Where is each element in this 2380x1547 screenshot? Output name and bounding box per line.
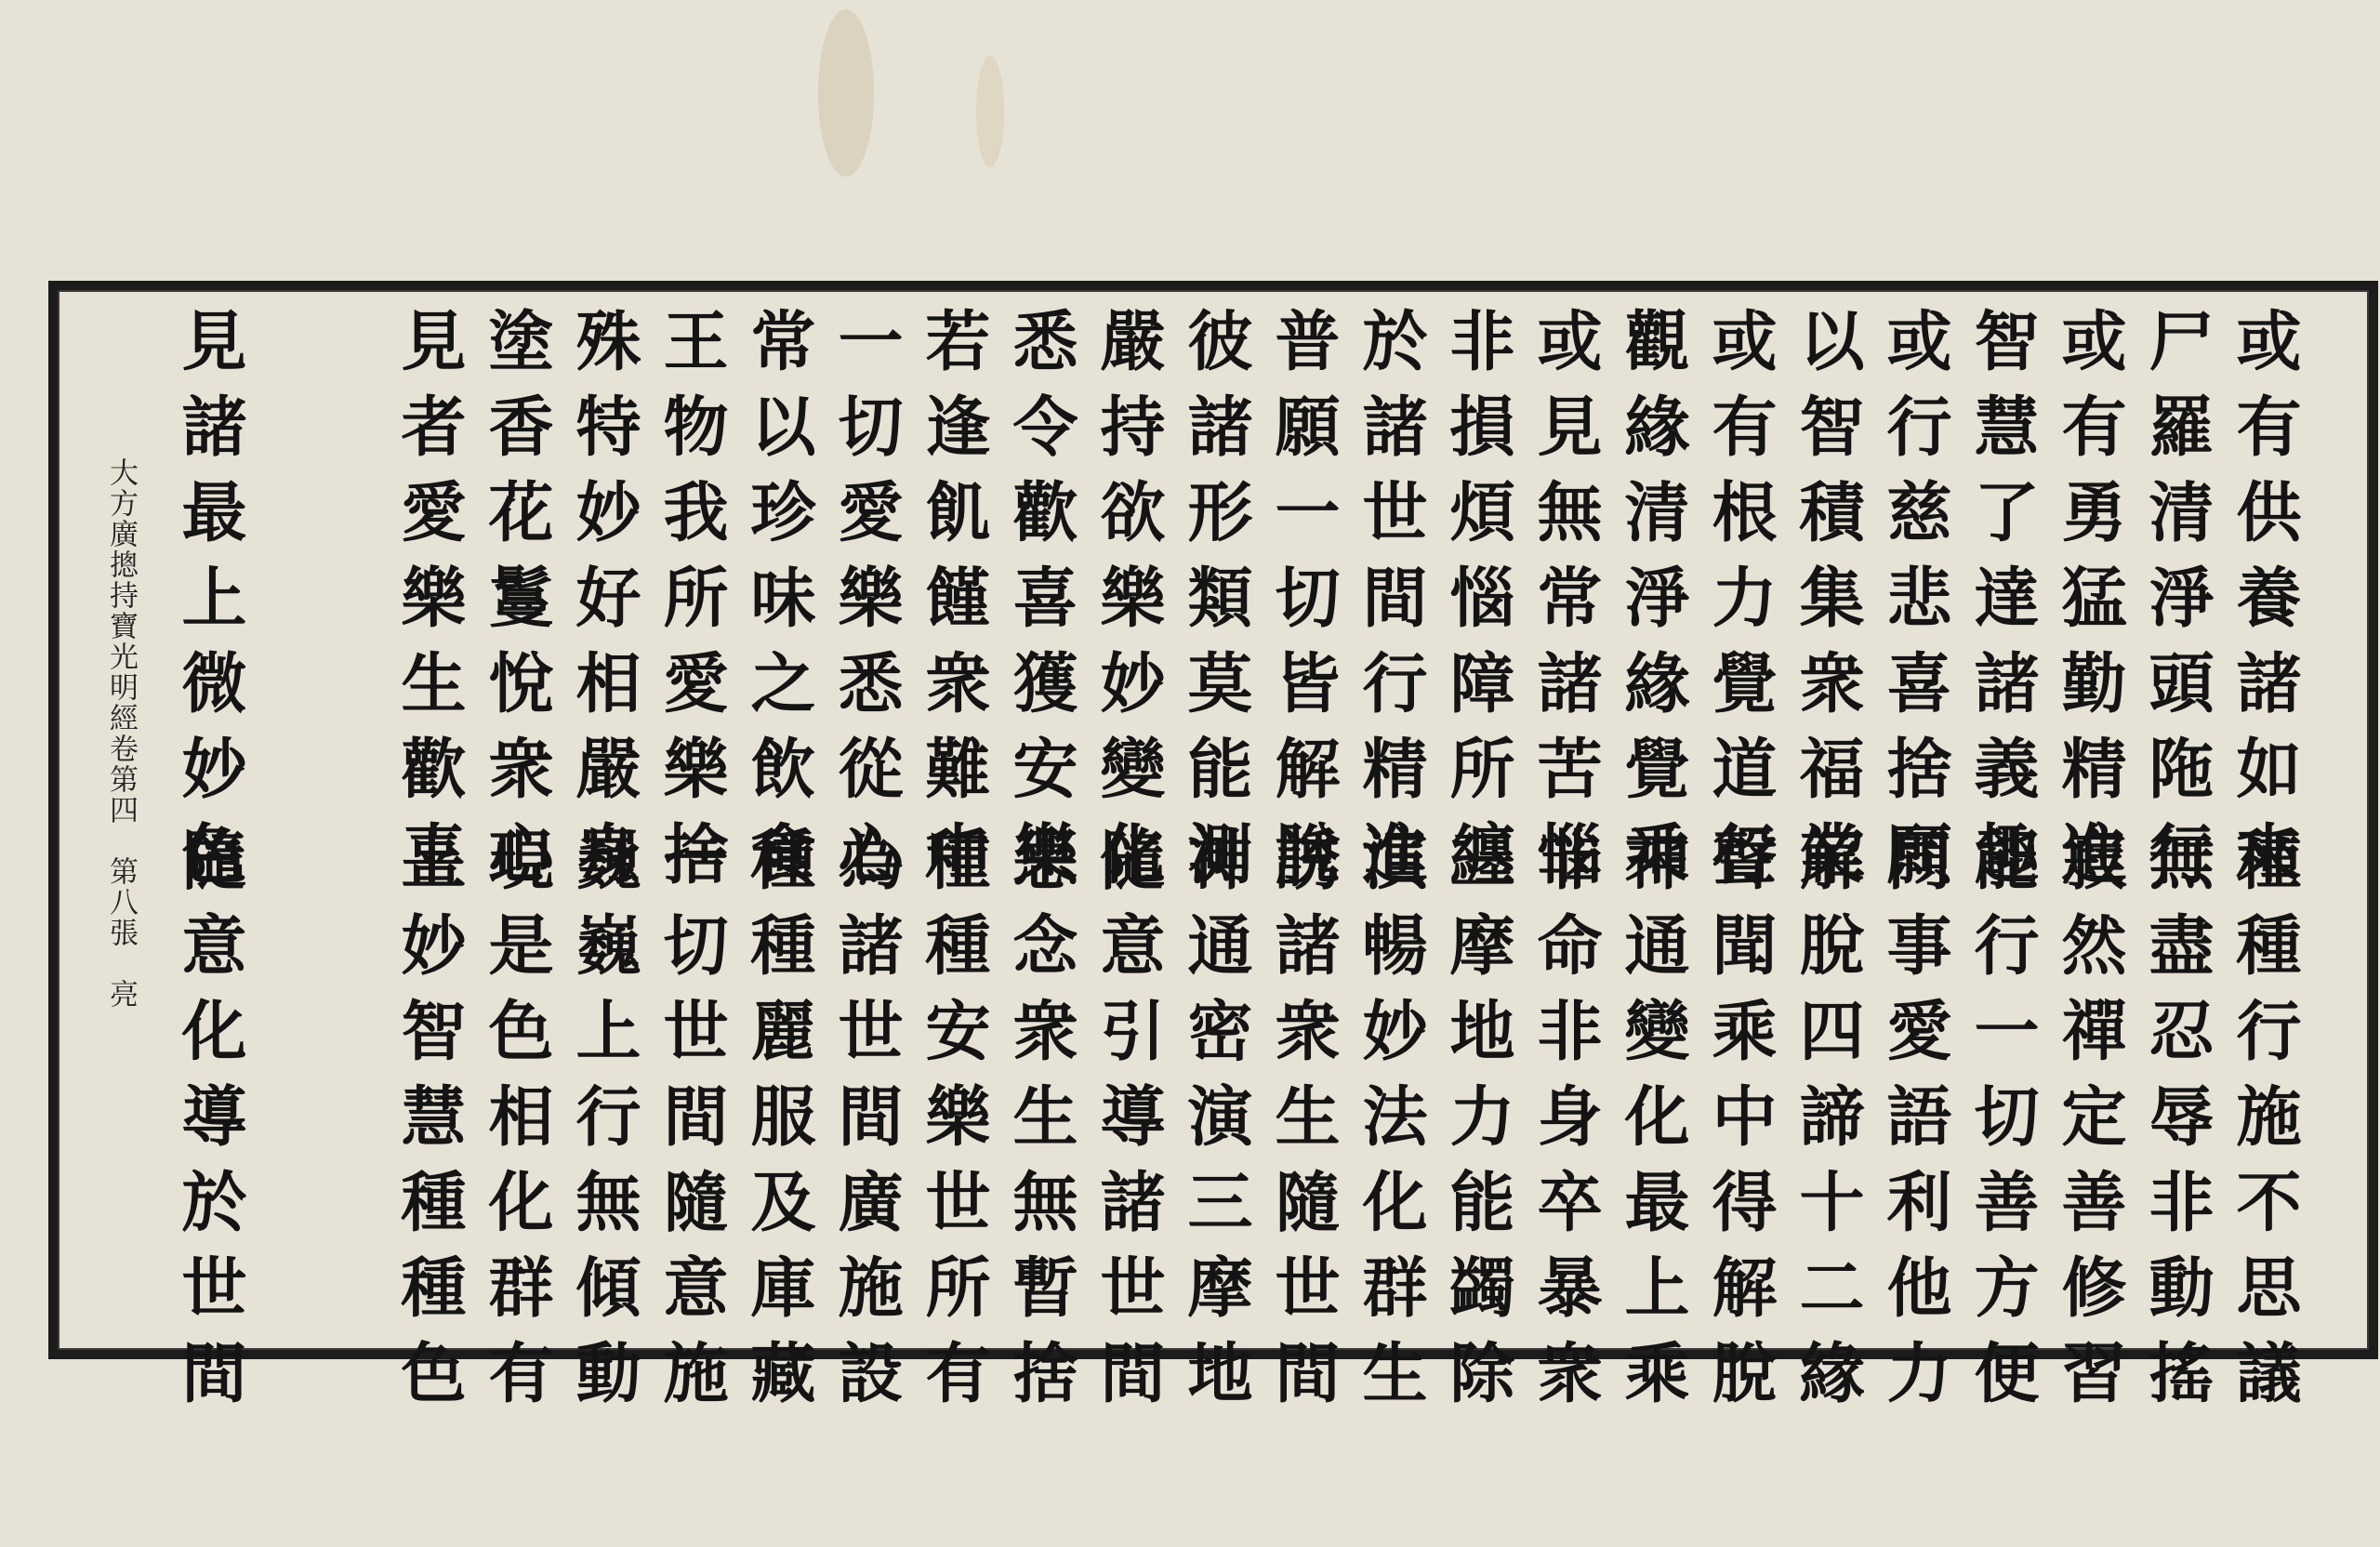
verse-line: 若逢飢饉衆難中 bbox=[915, 307, 992, 906]
verse-line: 思念衆生無暫捨 bbox=[1002, 826, 1079, 1424]
verse-line: 非命非身卒暴衆 bbox=[1527, 826, 1604, 1424]
verse-line: 上妙智慧種種色 bbox=[390, 826, 468, 1424]
verse-line: 隨意引導諸世間 bbox=[1090, 826, 1167, 1424]
verse-line: 常以珍味之飲食 bbox=[740, 307, 817, 906]
verse-line: 現是色相化群有 bbox=[478, 826, 555, 1424]
verse-line: 見者愛樂生歡喜 bbox=[390, 307, 468, 906]
verse-line: 為諸世間廣施設 bbox=[827, 826, 905, 1424]
verse-line: 智慧了達諸義趣 bbox=[1964, 307, 2041, 906]
verse-line: 普願一切皆解脫 bbox=[1264, 307, 1342, 906]
verse-line: 王物我所愛樂捨 bbox=[653, 307, 730, 906]
verse-line: 一切愛樂悉從心 bbox=[827, 307, 905, 906]
verse-line: 或有供養諸如來 bbox=[2226, 307, 2303, 906]
verse-line: 或有勇猛勤精進 bbox=[2051, 307, 2128, 906]
verse-line: 或有根力覺道行 bbox=[1701, 307, 1778, 906]
verse-line: 種種麗服及庫藏 bbox=[740, 826, 817, 1424]
verse-line: 寂然禪定善修習 bbox=[2051, 826, 2128, 1424]
verse-line: 種種安樂世所有 bbox=[915, 826, 992, 1424]
verse-line: 巍巍上行無傾動 bbox=[565, 826, 642, 1424]
verse-line: 解脫四諦十二緣 bbox=[1789, 826, 1866, 1424]
verse-line: 隨意化導於世間 bbox=[171, 826, 248, 1424]
verse-line: 尸羅清淨頭陁行 bbox=[2138, 307, 2215, 906]
verse-line: 或見無常諸苦惱 bbox=[1527, 307, 1604, 906]
verse-line: 以智積集衆福業 bbox=[1789, 307, 1866, 906]
verse-line: 無盡忍辱非動搖 bbox=[2138, 826, 2215, 1424]
verse-line: 同事愛語利他力 bbox=[1876, 826, 1953, 1424]
verse-line: 塗香花鬘悅衆心 bbox=[478, 307, 555, 906]
verse-line: 聲聞乘中得解脫 bbox=[1701, 826, 1778, 1424]
verse-line: 或行慈悲喜捨願 bbox=[1876, 307, 1953, 906]
verse-line: 彼諸形類莫能測 bbox=[1177, 307, 1254, 906]
verse-line: 觀緣清淨緣覺乘 bbox=[1614, 307, 1691, 906]
verse-line: 於諸世間行精進 bbox=[1352, 307, 1429, 906]
verse-line: 見諸最上微妙色 bbox=[171, 307, 248, 906]
colophon-volume-page: 大方廣摠持寶光明經卷第四 第八張 亮 bbox=[104, 457, 138, 1010]
verse-line: 能行一切善方便 bbox=[1964, 826, 2041, 1424]
verse-line: 誘諸衆生隨世間 bbox=[1264, 826, 1342, 1424]
verse-line: 三摩地力能蠲除 bbox=[1439, 826, 1516, 1424]
verse-line: 演暢妙法化群生 bbox=[1352, 826, 1429, 1424]
verse-line: 神通變化最上乘 bbox=[1614, 826, 1691, 1424]
verse-line: 殊特妙好相嚴身 bbox=[565, 307, 642, 906]
verse-line: 神通密演三摩地 bbox=[1177, 826, 1254, 1424]
verse-line: 非損煩惱障所纏 bbox=[1439, 307, 1516, 906]
verse-line: 一切世間隨意施 bbox=[653, 826, 730, 1424]
verse-line: 種種行施不思議 bbox=[2226, 826, 2303, 1424]
verse-line: 悉令歡喜獲安樂 bbox=[1002, 307, 1079, 906]
verse-line: 嚴持欲樂妙變化 bbox=[1090, 307, 1167, 906]
